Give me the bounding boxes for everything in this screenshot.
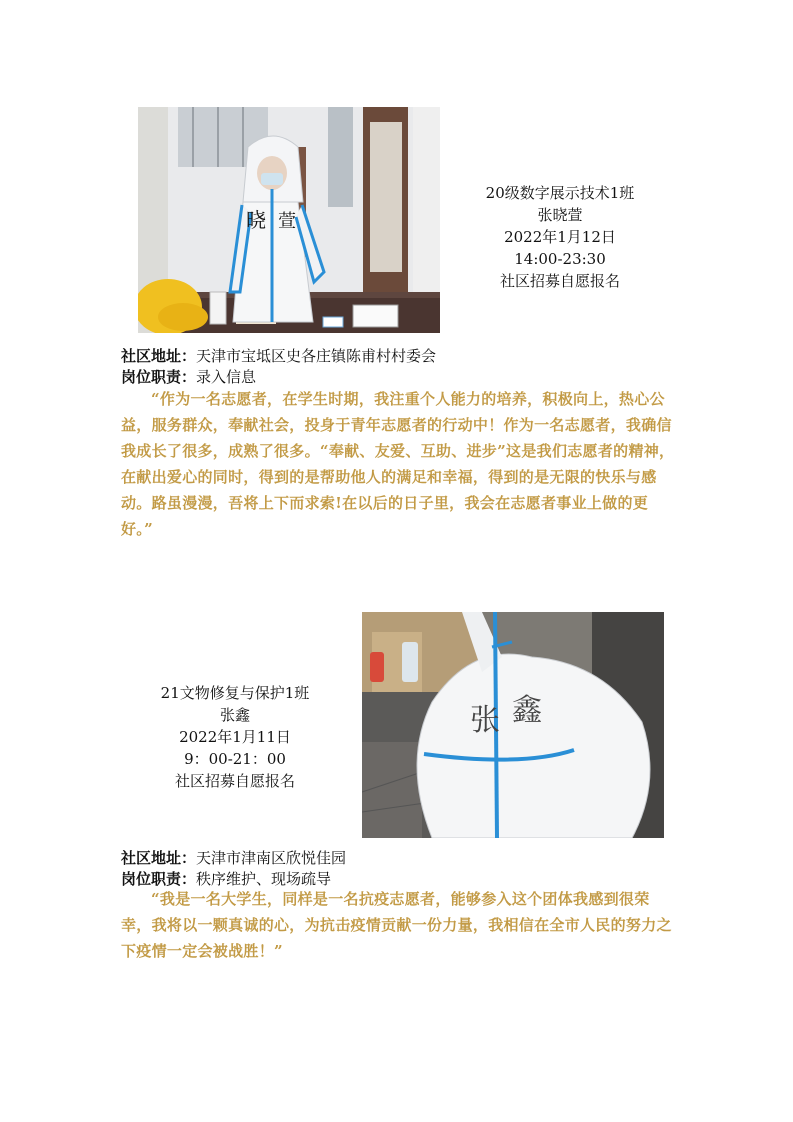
entry-2-class: 21文物修复与保护1班	[160, 684, 310, 702]
entry-1-name: 张晓萱	[537, 206, 583, 224]
entry-1-quote: “作为一名志愿者，在学生时期，我注重个人能力的培养，积极向上，热心公益，服务群众，奉献社会，投身于青年志愿者的行动中！作为一名志愿者，我确信我成长了很多，成熟了很多。“奉献、友爱、互助、进步”这是我们志愿者的精神，在献出爱心的同时，得到的是帮助他人的满足和幸福，得到的是无限的快乐与感动。路虽漫漫，吾将上下而求索!在以后的日子里，我会在志愿者事业上做的更好。”	[121, 390, 675, 538]
address-label: 社区地址：	[121, 849, 197, 867]
duty-label: 岗位职责：	[121, 368, 197, 386]
volunteer-photo-1	[138, 107, 440, 333]
entry-1-class: 20级数字展示技术1班	[485, 184, 635, 202]
entry-1-duty: 录入信息	[196, 368, 257, 386]
svg-text:萱: 萱	[278, 211, 296, 232]
address-label: 社区地址：	[121, 347, 197, 365]
duty-label: 岗位职责：	[121, 870, 197, 888]
entry-1-address: 天津市宝坻区史各庄镇陈甫村村委会	[196, 347, 437, 365]
entry-2-date: 2022年1月11日	[179, 728, 291, 746]
svg-text:晓: 晓	[246, 208, 266, 232]
volunteer-photo-2	[362, 612, 664, 838]
entry-1-time: 14:00-23:30	[514, 250, 606, 268]
entry-2-name: 张鑫	[219, 706, 250, 724]
entry-1-caption	[460, 182, 660, 292]
entry-2-duty: 秩序维护、现场疏导	[196, 870, 332, 888]
entry-2-caption	[135, 682, 335, 792]
entry-2-time: 9：00-21：00	[184, 750, 286, 768]
entry-2-quote: “我是一名大学生，同样是一名抗疫志愿者，能够参入这个团体我感到很荣幸，我将以一颗真诚的心，为抗击疫情贡献一份力量，我相信在全市人民的努力之下疫情一定会被战胜！”	[121, 890, 672, 960]
entry-1-activity: 社区招募自愿报名	[499, 272, 620, 290]
entry-1-date: 2022年1月12日	[504, 228, 616, 246]
svg-text:张: 张	[470, 703, 500, 738]
entry-2-address-line	[121, 848, 346, 869]
entry-2-activity: 社区招募自愿报名	[174, 772, 295, 790]
entry-1-duty-line	[121, 367, 256, 388]
entry-2-address: 天津市津南区欣悦佳园	[196, 849, 347, 867]
svg-text:鑫: 鑫	[512, 693, 542, 728]
entry-1-address-line	[121, 346, 436, 367]
